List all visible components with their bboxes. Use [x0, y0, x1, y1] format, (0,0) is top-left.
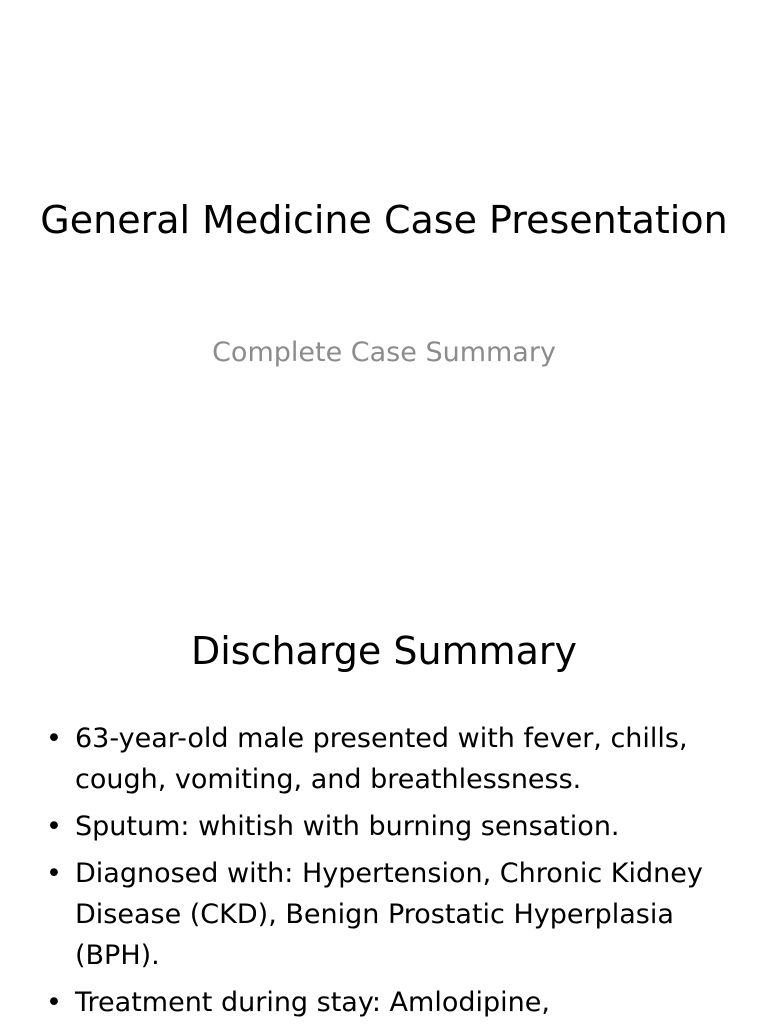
slide-title: Discharge Summary — [190, 629, 578, 673]
bullet-icon: • — [46, 811, 62, 842]
presentation-subtitle: Complete Case Summary — [212, 337, 556, 368]
presentation-title: General Medicine Case Presentation — [40, 198, 728, 242]
bullet-icon: • — [46, 723, 62, 754]
bullet-icon: • — [46, 858, 62, 889]
bullet-icon: • — [46, 987, 62, 1018]
bullet-item — [46, 853, 736, 976]
bullet-item — [46, 982, 736, 1023]
bullet-item — [46, 718, 736, 800]
discharge-summary-slide — [0, 576, 768, 1024]
bullet-list — [46, 718, 736, 1024]
bullet-item — [46, 806, 736, 847]
bullet-text: Treatment during stay: Amlodipine, — [75, 987, 550, 1018]
bullet-text: 63-year-old male presented with fever, chills, cough, vomiting, and breathlessness. — [75, 723, 688, 795]
bullet-text: Sputum: whitish with burning sensation. — [75, 811, 620, 842]
bullet-text: Diagnosed with: Hypertension, Chronic Kidney Disease (CKD), Benign Prostatic Hyperplasia (BPH). — [75, 858, 703, 971]
